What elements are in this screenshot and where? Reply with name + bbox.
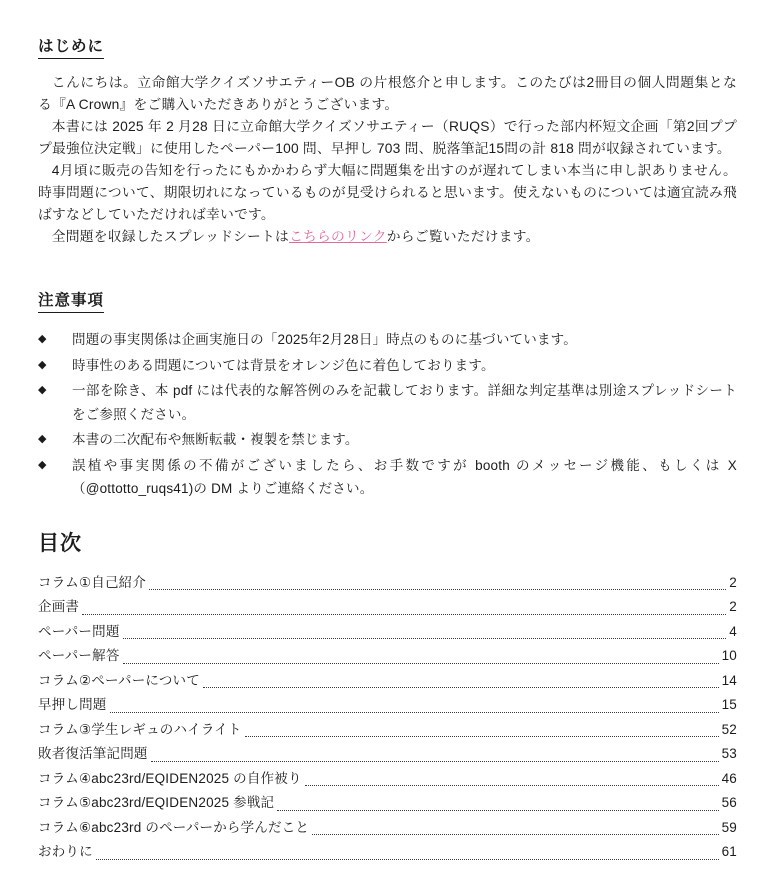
note-text: 問題の事実関係は企画実施日の「2025年2月28日」時点のものに基づいています。 [72, 332, 577, 347]
toc-leader-dots [277, 810, 718, 811]
toc-section [38, 527, 737, 865]
toc-page-number: 61 [721, 844, 737, 859]
diamond-bullet-icon: ◆ [38, 333, 47, 345]
note-text: 本書の二次配布や無断転載・複製を禁じます。 [72, 432, 359, 447]
toc-row [38, 767, 737, 792]
toc-entry-label: コラム③学生レギュのハイライト [38, 721, 242, 737]
toc-page-number: 4 [729, 623, 737, 639]
diamond-bullet-icon: ◆ [38, 433, 47, 445]
toc-leader-dots [110, 712, 719, 713]
diamond-bullet-icon: ◆ [38, 384, 47, 396]
toc-entry-label: コラム④abc23rd/EQIDEN2025 の自作被り [38, 770, 302, 786]
toc-page-number: 2 [729, 599, 737, 614]
toc-leader-dots [312, 834, 718, 835]
intro-paragraph: 本書には 2025 年 2 月28 日に立命館大学クイズソサエティー（RUQS）で行った部内杯短文企画「第2回プププ最強位決定戦」に使用したペーパー100 問、早押し 703 問、脱落筆記15問の計 818 問が収録されています。 [38, 119, 737, 156]
toc-page-number: 14 [721, 672, 737, 688]
toc-row [38, 791, 737, 816]
toc-leader-dots [96, 859, 719, 860]
toc-leader-dots [149, 589, 726, 590]
toc-row [38, 840, 737, 865]
link-paragraph-after: からご覧いただけます。 [386, 229, 540, 244]
note-text: 時事性のある問題については背景をオレンジ色に着色しております。 [72, 357, 495, 373]
note-text: 誤植や事実関係の不備がございましたら、お手数ですが booth のメッセージ機能、もしくは X（@ottotto_ruqs41)の DM よりご連絡ください。 [72, 457, 737, 496]
toc-entry-label: 企画書 [38, 599, 80, 614]
diamond-bullet-icon: ◆ [38, 358, 47, 371]
intro-paragraph: こんにちは。立命館大学クイズソサエティーOB の片根悠介と申します。このたびは2冊目の個人問題集となる『A Crown』をご購入いただきありがとうございます。 [38, 75, 737, 112]
note-item [38, 454, 737, 501]
toc-row [38, 571, 737, 596]
notes-list [38, 328, 737, 501]
notes-heading: 注意事項 [38, 288, 104, 313]
toc-row [38, 644, 737, 669]
toc-entry-label: 早押し問題 [38, 697, 107, 712]
toc-page-number: 56 [721, 795, 737, 810]
note-item [38, 328, 737, 352]
toc-heading: 目次 [38, 531, 82, 555]
toc-row [38, 595, 737, 620]
note-text: 一部を除き、本 pdf には代表的な解答例のみを記載しております。詳細な判定基準は別途スプレッドシートをご参照ください。 [72, 383, 737, 422]
toc-entry-label: コラム⑥abc23rd のペーパーから学んだこと [38, 819, 310, 835]
toc-leader-dots [82, 614, 726, 615]
note-item [38, 354, 737, 378]
toc-entry-label: ペーパー問題 [38, 623, 120, 639]
toc-leader-dots [151, 761, 719, 762]
toc-row [38, 718, 737, 743]
toc-entry-label: ペーパー解答 [38, 648, 120, 663]
toc-leader-dots [123, 638, 727, 639]
note-item [38, 379, 737, 426]
toc-entry-label: コラム②ペーパーについて [38, 672, 200, 688]
toc-list [38, 571, 737, 865]
toc-page-number: 59 [721, 819, 737, 835]
diamond-bullet-icon: ◆ [38, 458, 47, 471]
note-item [38, 428, 737, 452]
toc-row [38, 693, 737, 718]
toc-entry-label: おわりに [38, 844, 93, 859]
toc-row [38, 620, 737, 645]
link-paragraph-before: 全問題を収録したスプレッドシートは [51, 229, 290, 244]
intro-link-paragraph [38, 226, 737, 248]
toc-page-number: 46 [721, 770, 737, 786]
toc-leader-dots [203, 687, 719, 688]
toc-entry-label: コラム①自己紹介 [38, 574, 147, 590]
spreadsheet-link[interactable]: こちらのリンク [289, 229, 387, 244]
toc-page-number: 52 [721, 721, 737, 737]
notes-section [38, 288, 737, 501]
toc-row [38, 742, 737, 767]
toc-entry-label: 敗者復活筆記問題 [38, 746, 148, 761]
toc-leader-dots [305, 785, 719, 786]
intro-heading: はじめに [38, 34, 104, 59]
toc-leader-dots [123, 663, 719, 664]
toc-page-number: 10 [721, 648, 737, 663]
toc-leader-dots [245, 736, 719, 737]
toc-entry-label: コラム⑤abc23rd/EQIDEN2025 参戦記 [38, 795, 275, 810]
intro-paragraph: 4月頃に販売の告知を行ったにもかかわらず大幅に問題集を出すのが遅れてしまい本当に申し訳ありません。時事問題について、期限切れになっているものが見受けられると思います。使えないものについては適宜読み飛ばすなどしていただければ幸いです。 [38, 163, 737, 222]
toc-row [38, 816, 737, 841]
toc-page-number: 53 [721, 746, 737, 761]
toc-row [38, 669, 737, 694]
intro-section [38, 34, 737, 248]
toc-page-number: 2 [729, 574, 737, 590]
toc-page-number: 15 [721, 697, 737, 712]
